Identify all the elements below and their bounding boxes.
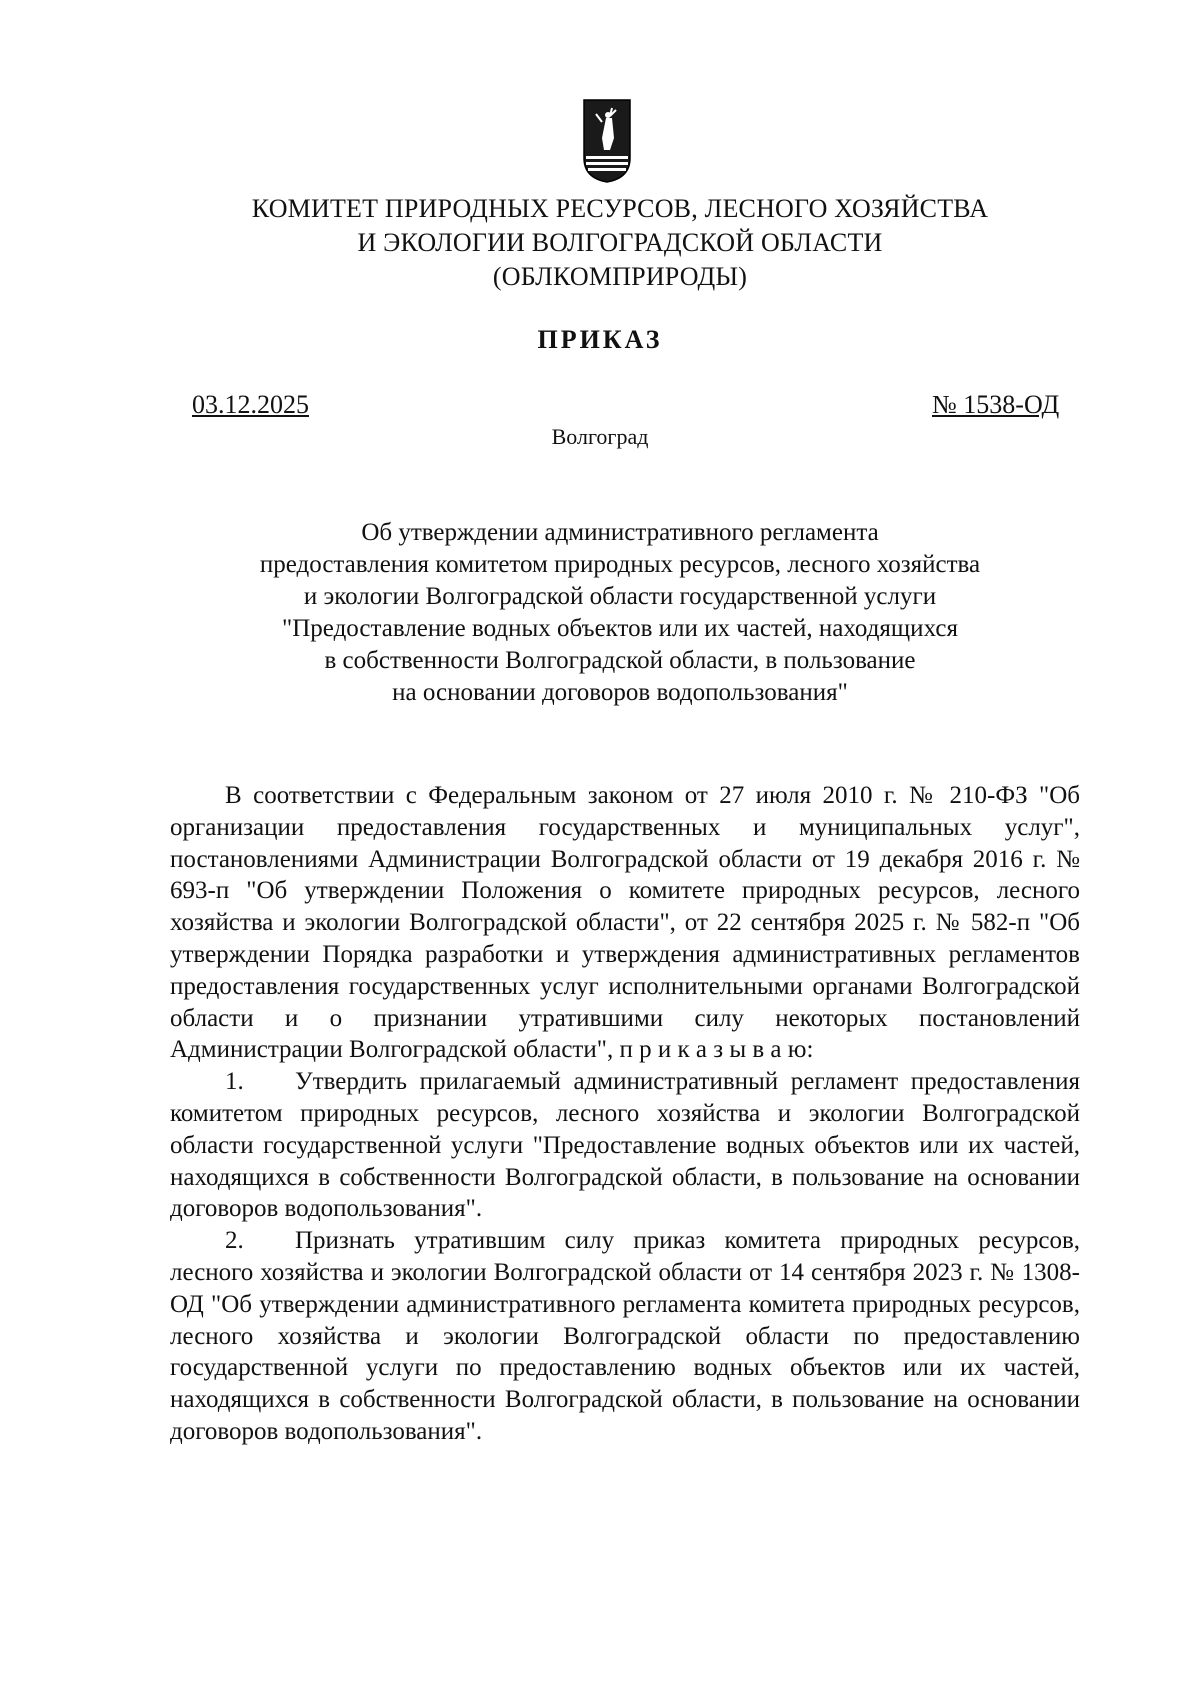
document-type: ПРИКАЗ xyxy=(537,325,663,354)
document-body xyxy=(170,780,1080,1448)
org-line-1: КОМИТЕТ ПРИРОДНЫХ РЕСУРСОВ, ЛЕСНОГО ХОЗЯЙСТВА xyxy=(251,194,989,223)
subject-line: Об утверждении административного регламента xyxy=(361,519,879,546)
subject-line: на основании договоров водопользования" xyxy=(392,679,848,706)
document-subject xyxy=(180,517,1060,709)
coat-of-arms-icon xyxy=(582,98,632,184)
subject-line: и экологии Волгоградской области государственной услуги xyxy=(303,583,937,610)
org-line-2: И ЭКОЛОГИИ ВОЛГОГРАДСКОЙ ОБЛАСТИ xyxy=(357,228,883,257)
subject-line: предоставления комитетом природных ресурсов, лесного хозяйства xyxy=(259,551,981,578)
document-city: Волгоград xyxy=(551,424,649,449)
item-text: Утвердить прилагаемый административный регламент предоставления комитетом природных ресурсов, лесного хозяйства и экологии Волгоградской области государственной услуги "Предоставление водных объектов или их частей, находящихся в собственности Волгоградской области, в пользование на основании договоров водопользования". xyxy=(170,1068,1080,1223)
order-item-1 xyxy=(170,1066,1080,1225)
order-item-2 xyxy=(170,1225,1080,1448)
item-number: 1. xyxy=(225,1068,244,1096)
item-number: 2. xyxy=(225,1227,244,1255)
subject-line: в собственности Волгоградской области, в пользование xyxy=(324,647,916,674)
subject-line: "Предоставление водных объектов или их частей, находящихся xyxy=(282,615,958,642)
item-text: Признать утратившим силу приказ комитета природных ресурсов, лесного хозяйства и экологии Волгоградской области от 14 сентября 2023 г. № 1308-ОД "Об утверждении административного регламента комитета природных ресурсов, лесного хозяйства и экологии Волгоградской области по предоставлению государственной услуги по предоставлению водных объектов или их частей, находящихся в собственности Волгоградской области, в пользование на основании договоров водопользования". xyxy=(170,1227,1080,1445)
org-line-3: (ОБЛКОМПРИРОДЫ) xyxy=(492,262,748,291)
preamble-paragraph: В соответствии с Федеральным законом от 27 июля 2010 г. № 210-ФЗ "Об организации предоставления государственных и муниципальных услуг", постановлениями Администрации Волгоградской области от 19 декабря 2016 г. № 693-п "Об утверждении Положения о комитете природных ресурсов, лесного хозяйства и экологии Волгоградской области", от 22 сентября 2025 г. № 582-п "Об утверждении Порядка разработки и утверждения административных регламентов предоставления государственных услуг исполнительными органами Волгоградской области и о признании утратившими силу некоторых постановлений Администрации Волгоградской области", п р и к а з ы в а ю: xyxy=(170,782,1080,1064)
document-number: № 1538-ОД xyxy=(932,390,1060,419)
organization-name xyxy=(150,192,1090,294)
document-date: 03.12.2025 xyxy=(192,390,309,419)
